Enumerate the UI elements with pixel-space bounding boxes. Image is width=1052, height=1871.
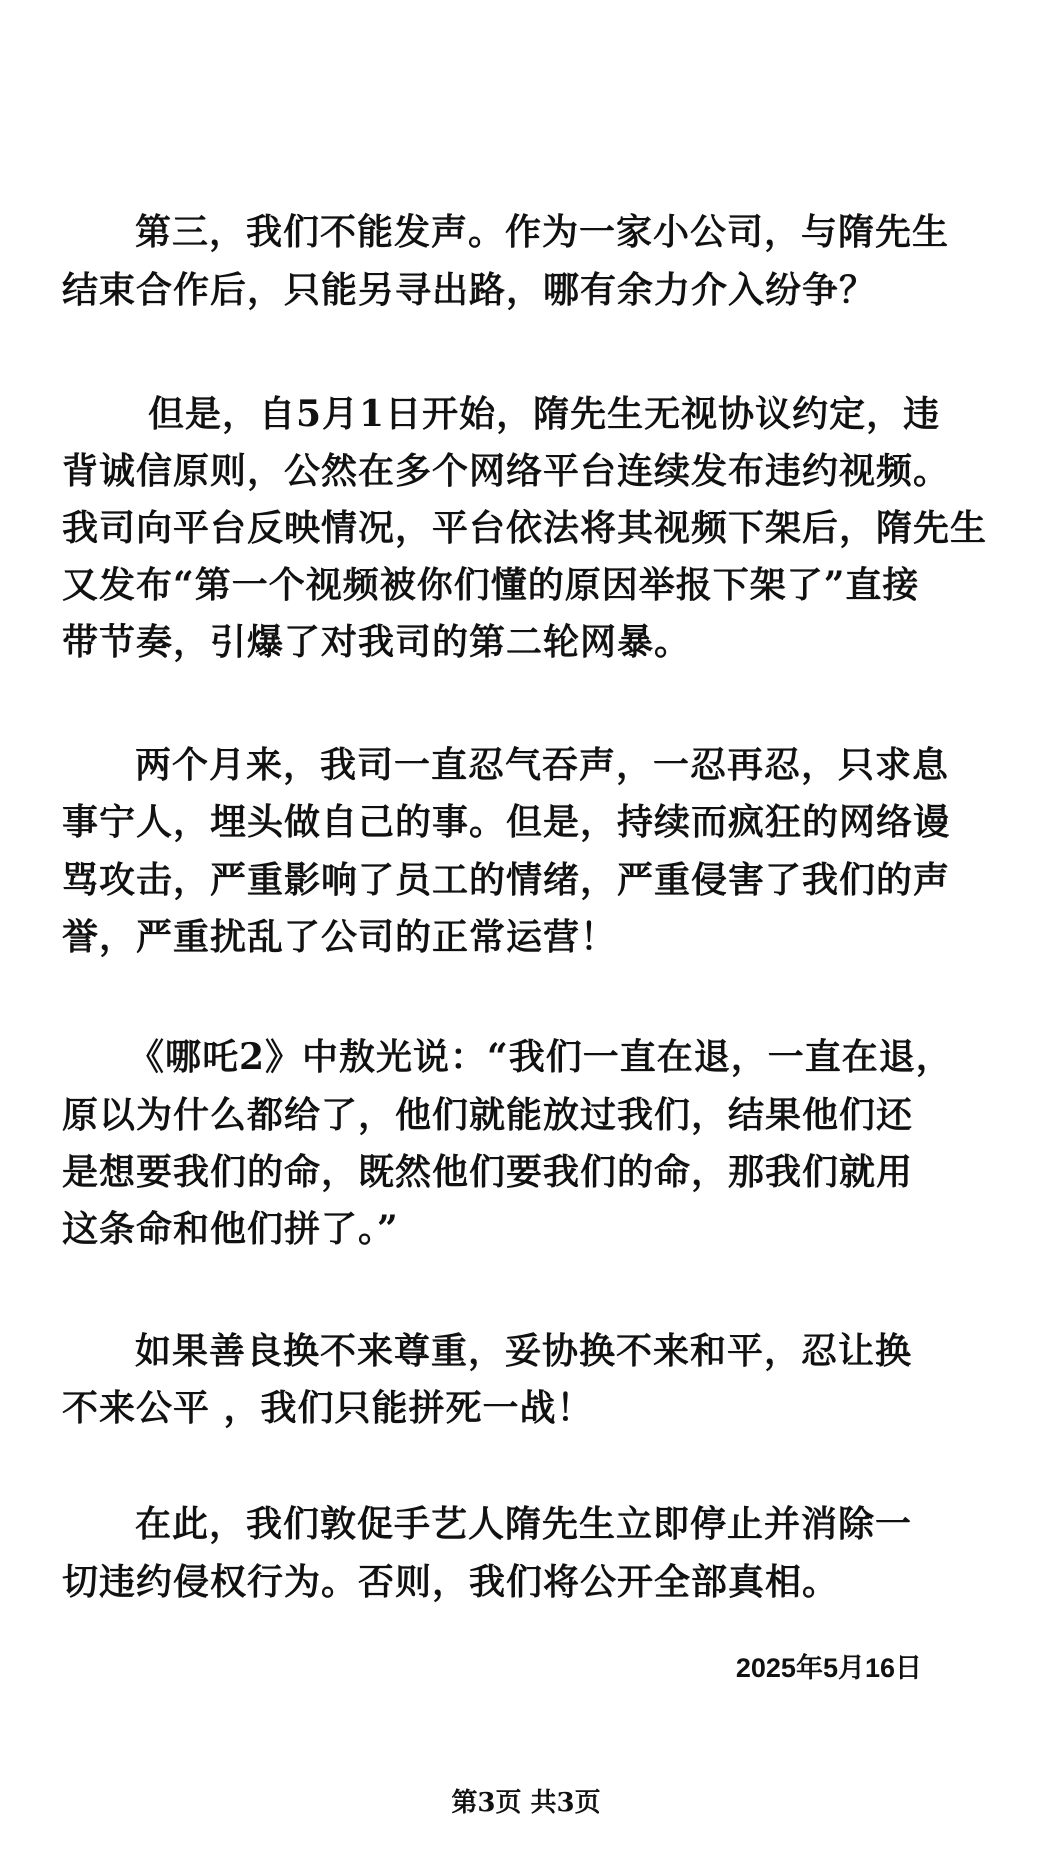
paragraph-2-line-2: 背诚信原则，公然在多个网络平台连续发布违约视频。 xyxy=(62,450,951,492)
paragraph-6-line-2: 切违约侵权行为。否则，我们将公开全部真相。 xyxy=(62,1561,840,1603)
paragraph-2-line-3: 我司向平台反映情况，平台依法将其视频下架后，隋先生 xyxy=(62,507,988,549)
paragraph-3-line-3: 骂攻击，严重影响了员工的情绪，严重侵害了我们的声 xyxy=(62,859,951,901)
paragraph-3-line-2: 事宁人，埋头做自己的事。但是，持续而疯狂的网络谩 xyxy=(62,801,951,843)
paragraph-6-line-1: 在此，我们敦促手艺人隋先生立即停止并消除一 xyxy=(135,1503,913,1545)
paragraph-4-line-3: 是想要我们的命，既然他们要我们的命，那我们就用 xyxy=(62,1151,914,1193)
paragraph-3-line-4: 誉，严重扰乱了公司的正常运营！ xyxy=(62,916,618,958)
paragraph-2-line-4: 又发布“第一个视频被你们懂的原因举报下架了”直接 xyxy=(62,564,920,606)
paragraph-3-line-1: 两个月来，我司一直忍气吞声，一忍再忍，只求息 xyxy=(135,744,950,786)
paragraph-5-line-2: 不来公平 ，我们只能拼死一战！ xyxy=(62,1387,594,1429)
paragraph-4-line-2: 原以为什么都给了，他们就能放过我们，结果他们还 xyxy=(62,1094,914,1136)
document-date: 2025年5月16日 xyxy=(735,1653,922,1683)
paragraph-2-line-5: 带节奏，引爆了对我司的第二轮网暴。 xyxy=(62,621,692,663)
paragraph-1-line-2: 结束合作后，只能另寻出路，哪有余力介入纷争？ xyxy=(62,269,877,311)
paragraph-5-line-1: 如果善良换不来尊重，妥协换不来和平，忍让换 xyxy=(135,1330,913,1372)
page-indicator: 第3页 共3页 xyxy=(451,1788,601,1818)
paragraph-4-line-4: 这条命和他们拼了。” xyxy=(62,1208,399,1250)
paragraph-1-line-1: 第三，我们不能发声。作为一家小公司，与隋先生 xyxy=(135,211,950,253)
paragraph-4-line-1: 《哪吒2》中敖光说：“我们一直在退，一直在退， xyxy=(128,1036,953,1078)
paragraph-2-line-1: 但是，自5月1日开始，隋先生无视协议约定，违 xyxy=(148,393,941,435)
